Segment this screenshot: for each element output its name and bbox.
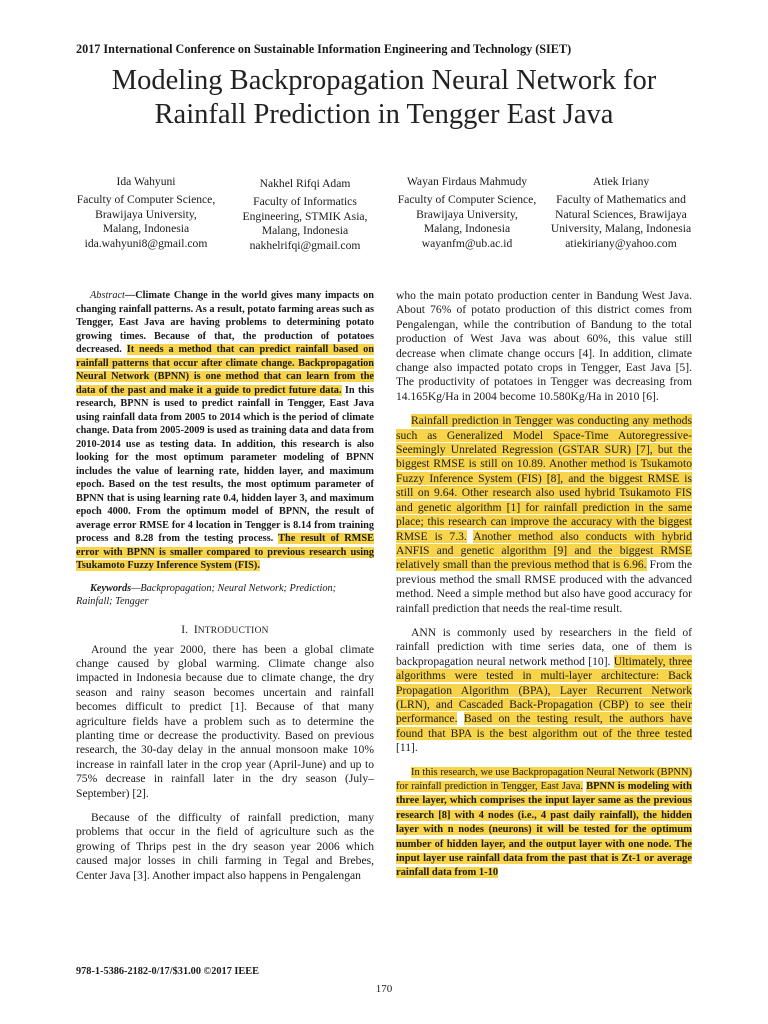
- highlight: The result of RMSE error with BPNN is smaller compared to previous research using Tsukamoto Fuzzy Inference System (FIS).: [76, 533, 374, 571]
- paragraph: who the main potato production center in Bandung West Java. About 76% of potato production of this district comes from Pengalengan, while the contribution of Bandung to the total production of West Java was about 60%, this value still decrease when climate change occurs [4]. In addition, climate change also impacted potato crops in Tengger, East Java [5]. The productivity of potatoes in Tengger was decreasing from 14.165Kg/Ha in 2004 become 10.580Kg/Ha in 2010 [6].: [396, 289, 692, 403]
- abstract-text: In this research, BPNN is used to predict rainfall in Tengger, East Java using rainfall data from 2005 to 2014 which is the period of climate change. Data from 2005-2009 is used as training data and data from 2010-2014 use as testing data. In addition, this research is also looking for the most optimum parameter modeling of BPNN includes the value of learning rate, hidden layer, and maximum epoch. Based on the test results, the most optimum parameter of BPNN that is using learning rate 0.4, hidden layer 3, and maximum epoch 4000. From the optimum model of BPNN, the result of average error RMSE for 4 location in Tengger is 8.14 from training process and 8.28 from the testing process.: [76, 384, 374, 544]
- author-email: ida.wahyuni8@gmail.com: [84, 236, 208, 250]
- author-email: atiekiriany@yahoo.com: [565, 236, 677, 250]
- author-email: wayanfm@ub.ac.id: [421, 236, 513, 250]
- text-run: ANN is commonly used by researchers in the field of rainfall prediction with time series data, one of them is backpropagation neural network method [10].: [396, 625, 692, 668]
- author-affiliation: Brawijaya University,: [416, 207, 518, 221]
- text-run: [457, 712, 463, 725]
- author-block: [538, 175, 704, 251]
- highlight: Another method also conducts with hybrid ANFIS and genetic algorithm [9] and the biggest RMSE relatively small than the previous method that is 6.96.: [396, 529, 692, 572]
- highlight: Ultimately, three algorithms were tested in multi-layer architecture: Back Propagation Algorithm (BPA), Layer Recurrent Network (LRN), and Cascaded Back-Propagation (CBP) to see their performance.: [396, 654, 692, 726]
- author-email: nakhelrifqi@gmail.com: [249, 238, 361, 252]
- text-run: [11].: [396, 741, 418, 755]
- highlight: In this research, we use Backpropagation Neural Network (BPNN) for rainfall prediction in Tengger, East Java.: [396, 766, 692, 792]
- section-heading: [76, 623, 374, 636]
- text-run: From the previous method the small RMSE produced with the advanced method. Need a simple method but also have good accuracy for rainfall prediction that needs the real-time result.: [396, 558, 692, 615]
- highlight: Based on the testing result, the authors have found that BPA is the best algorithm out of the three tested: [396, 712, 692, 740]
- author-name: Nakhel Rifqi Adam: [259, 177, 351, 190]
- author-affiliation: University, Malang, Indonesia: [550, 222, 692, 236]
- author-block: [62, 175, 230, 251]
- author-affiliation: Brawijaya University,: [95, 207, 197, 221]
- author-affiliation: Malang, Indonesia: [261, 224, 349, 238]
- left-column: [76, 289, 374, 893]
- section-title-initial: I: [193, 622, 198, 636]
- author-affiliation: Malang, Indonesia: [423, 222, 511, 236]
- author-affiliation: Engineering, STMIK Asia,: [242, 209, 368, 223]
- author-block: [384, 175, 550, 251]
- paragraph: [396, 626, 692, 756]
- abstract: [76, 289, 374, 573]
- keywords-text: —Backpropagation; Neural Network; Prediction; Rainfall; Tengger: [76, 582, 337, 607]
- conference-header: 2017 International Conference on Sustainable Information Engineering and Technology (SIET): [76, 42, 572, 56]
- author-affiliation: Malang, Indonesia: [102, 222, 190, 236]
- author-name: Wayan Firdaus Mahmudy: [406, 175, 528, 188]
- author-name: Ida Wahyuni: [116, 175, 176, 188]
- author-affiliation: Faculty of Informatics: [253, 195, 357, 209]
- paragraph: [396, 414, 692, 616]
- copyright-footer: 978-1-5386-2182-0/17/$31.00 ©2017 IEEE: [76, 966, 260, 977]
- author-block: [228, 177, 382, 253]
- author-affiliation: Faculty of Computer Science,: [76, 193, 216, 207]
- abstract-label: Abstract: [90, 290, 125, 301]
- paragraph: [396, 766, 692, 881]
- right-column: [396, 289, 692, 881]
- title-line-2: Rainfall Prediction in Tengger East Java: [154, 99, 614, 130]
- author-affiliation: Faculty of Computer Science,: [397, 193, 537, 207]
- highlight: BPNN is modeling with three layer, which comprises the input layer same as the previous research [8] with 4 nodes (i.e., 4 past daily rainfall), the hidden layer with n nodes (neurons) it will be tested for the optimum number of hidden layer, and the output layer with one node. The input layer use rainfall data from the past that is Zt-1 or average rainfall data from 1-10: [396, 781, 693, 879]
- abstract-text: —Climate Change in the world gives many impacts on changing rainfall patterns. As a result, potato farming areas such as Tengger, East Java are having problems to determining potato growing times. Because of that, the production of potatoes decreased.: [76, 290, 374, 355]
- section-title-rest: NTRODUCTION: [197, 625, 269, 636]
- highlight: It needs a method that can predict rainfall based on rainfall patterns that occur after climate change. Backpropagation Neural Network (BPNN) is one method that can learn from the data of the past and make it a guide to predict future data.: [76, 344, 374, 396]
- paragraph: Because of the difficulty of rainfall prediction, many problems that occur in the field of agriculture such as the growing of Thrips pest in the dry season year 2006 which caused major losses in chili farming in Tegal and Brebes, Center Java [3]. Another impact also happens in Pengalengan: [76, 810, 374, 882]
- paragraph: Around the year 2000, there has been a global climate change caused by global warming. Climate change also impacted in Indonesia because due to climate change, the dry season and rainy season becomes uncertain and rainfall becomes difficult to predict [1]. Because of that many agriculture fields have a problem such as to determine the planting time or decrease the productivity. Based on previous research, the 30-day delay in the annual monsoon make 10% increase in rainfall later in the crop year (April-June) and up to 75% decrease in rainfall later in the dry season (July–September) [2].: [76, 642, 374, 800]
- section-number: I.: [181, 622, 189, 636]
- paper-title: [60, 64, 708, 132]
- keywords: [76, 582, 374, 609]
- highlight: Rainfall prediction in Tengger was conducting any methods such as Generalized Model Space-Time Autoregressive-Seemingly Unrelated Regression (GSTAR SUR) [7], but the biggest RMSE is still on 10.89. Another method is Tsukamoto Fuzzy Inference System (FIS) [8], and the biggest RMSE is still on 9.64. Other research also used hybrid Tsukamoto FIS and genetic algorithm [1] for rainfall prediction in the same place; this research can improve the accuracy with the biggest RMSE is 7.3.: [396, 414, 692, 543]
- title-line-1: Modeling Backpropagation Neural Network for: [111, 65, 657, 96]
- author-affiliation: Natural Sciences, Brawijaya: [555, 207, 687, 221]
- page-number: 170: [375, 983, 393, 995]
- keywords-label: Keywords: [90, 582, 132, 594]
- author-affiliation: Faculty of Mathematics and: [556, 193, 686, 207]
- author-name: Atiek Iriany: [592, 175, 650, 188]
